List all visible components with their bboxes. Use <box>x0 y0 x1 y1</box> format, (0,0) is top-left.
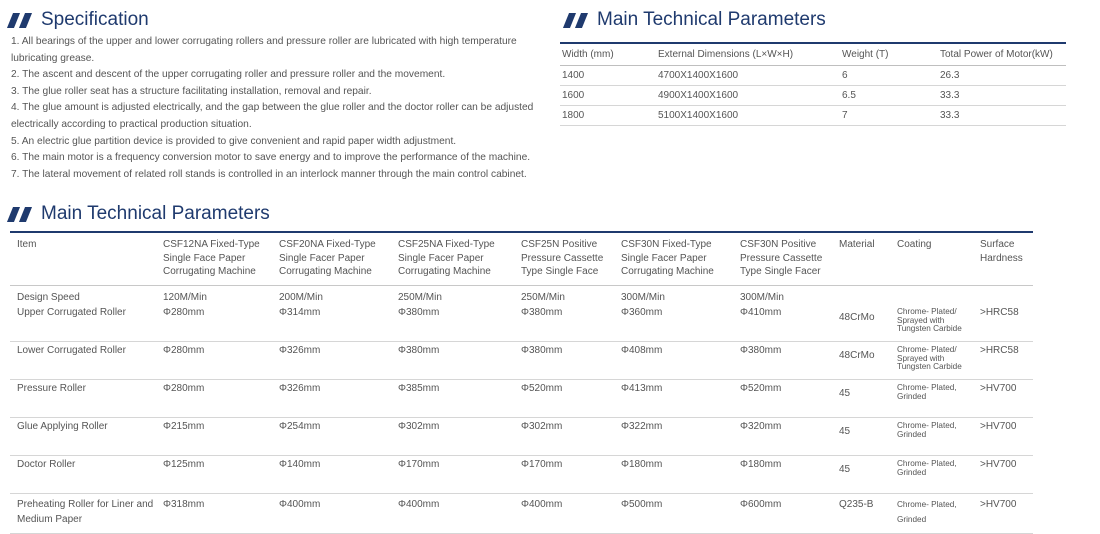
table-cell: 4700X1400X1600 <box>656 66 840 86</box>
table-cell: Chrome- Plated/ Sprayed with Tungsten Carbide <box>890 342 973 380</box>
table-cell: Chrome- Plated, Grinded <box>890 494 973 534</box>
table-cell: Lower Corrugated Roller <box>10 342 156 380</box>
table-cell: 48CrMo <box>832 342 890 380</box>
table-row <box>560 66 1066 86</box>
table-cell: >HRC58 <box>973 342 1033 380</box>
table-row <box>10 286 1033 305</box>
table-cell: Φ314mm <box>272 304 391 342</box>
table-cell: Φ380mm <box>514 304 614 342</box>
table-cell: 300M/Min <box>740 292 784 303</box>
table-cell <box>973 286 1033 305</box>
table-cell: 7 <box>840 106 938 126</box>
table-cell: Design Speed <box>17 292 80 303</box>
table-cell: Chrome- Plated, Grinded <box>890 456 973 494</box>
table-cell: >HV700 <box>973 418 1033 456</box>
slash-icon <box>7 207 20 222</box>
table-cell: Φ520mm <box>514 380 614 418</box>
table-cell: 33.3 <box>938 86 1066 106</box>
table-cell: Φ125mm <box>156 456 272 494</box>
table-row <box>10 380 1033 418</box>
table-cell: Φ180mm <box>614 456 733 494</box>
column-header: Coating <box>890 232 973 286</box>
column-header: CSF30N Positive Pressure Cassette Type Single Facer <box>733 232 832 286</box>
table-cell: Φ380mm <box>391 342 514 380</box>
column-header: CSF20NA Fixed-Type Single Facer Paper Corrugating Machine <box>272 232 391 286</box>
table-cell: Φ380mm <box>514 342 614 380</box>
specification-title: Specification <box>41 9 149 30</box>
table-cell: Φ600mm <box>733 494 832 534</box>
table-cell: Glue Applying Roller <box>10 418 156 456</box>
table-cell: Doctor Roller <box>10 456 156 494</box>
spec-item: 4. The glue amount is adjusted electrically, and the gap between the glue roller and the doctor roller can be adjusted electrically according to practical production situation. <box>11 102 534 130</box>
table-row <box>10 494 1033 534</box>
table-cell: 200M/Min <box>279 292 323 303</box>
table-cell: Φ180mm <box>733 456 832 494</box>
column-header: Width (mm) <box>560 43 656 66</box>
spec-item: 6. The main motor is a frequency conversion motor to save energy and to improve the performance of the machine. <box>11 152 531 164</box>
table-cell: 45 <box>832 418 890 456</box>
table-cell: Chrome- Plated, Grinded <box>890 380 973 418</box>
table-cell: 1800 <box>560 106 656 126</box>
table-header-row <box>560 43 1066 66</box>
table-cell: Φ254mm <box>272 418 391 456</box>
table-cell: 300M/Min <box>621 292 665 303</box>
table-cell: Upper Corrugated Roller <box>10 304 156 342</box>
table-cell: >HV700 <box>973 380 1033 418</box>
params-small-table <box>560 42 1066 126</box>
table-cell: Φ400mm <box>514 494 614 534</box>
table-cell: Φ140mm <box>272 456 391 494</box>
table-cell: Φ410mm <box>733 304 832 342</box>
table-cell <box>890 286 973 305</box>
table-cell: 45 <box>832 456 890 494</box>
column-header: Total Power of Motor(kW) <box>938 43 1066 66</box>
table-cell: Pressure Roller <box>10 380 156 418</box>
table-cell: Φ500mm <box>614 494 733 534</box>
slash-icon <box>19 207 32 222</box>
slash-icon <box>563 13 576 28</box>
table-cell: 1600 <box>560 86 656 106</box>
table-cell: 48CrMo <box>832 304 890 342</box>
table-cell: 5100X1400X1600 <box>656 106 840 126</box>
spec-item: 5. An electric glue partition device is provided to give convenient and rapid paper width adjustment. <box>11 135 457 147</box>
params-big-table <box>10 231 1033 534</box>
table-cell: Φ380mm <box>733 342 832 380</box>
table-row <box>560 86 1066 106</box>
column-header: Material <box>832 232 890 286</box>
table-cell: 6.5 <box>840 86 938 106</box>
params-small-heading <box>566 9 826 31</box>
spec-item: 7. The lateral movement of related roll stands is controlled in an interlock manner through the main control cabinet. <box>11 168 527 180</box>
column-header: Surface Hardness <box>973 232 1033 286</box>
table-cell: >HV700 <box>973 456 1033 494</box>
table-cell: Chrome- Plated, Grinded <box>890 418 973 456</box>
table-cell: Φ322mm <box>614 418 733 456</box>
table-cell: Φ408mm <box>614 342 733 380</box>
table-cell: Φ170mm <box>514 456 614 494</box>
table-cell: Preheating Roller for Liner and Medium Paper <box>10 494 156 534</box>
column-header: External Dimensions (L×W×H) <box>656 43 840 66</box>
table-cell: Φ215mm <box>156 418 272 456</box>
table-cell: Φ400mm <box>272 494 391 534</box>
table-cell: Φ385mm <box>391 380 514 418</box>
table-cell: Φ326mm <box>272 342 391 380</box>
params-big-title: Main Technical Parameters <box>41 203 270 224</box>
table-cell: Φ280mm <box>156 342 272 380</box>
specification-heading <box>10 9 149 31</box>
table-cell: >HV700 <box>973 494 1033 534</box>
table-cell: Φ380mm <box>391 304 514 342</box>
column-header: CSF25NA Fixed-Type Single Facer Paper Corrugating Machine <box>391 232 514 286</box>
table-row <box>10 304 1033 342</box>
params-big-heading <box>10 203 270 225</box>
table-cell: 250M/Min <box>521 292 565 303</box>
table-cell: Φ280mm <box>156 304 272 342</box>
spec-item: 1. All bearings of the upper and lower corrugating rollers and pressure roller are lubricated with high temperature lubricating grease. <box>11 36 517 64</box>
column-header: Weight (T) <box>840 43 938 66</box>
table-cell: Φ280mm <box>156 380 272 418</box>
table-cell: Φ170mm <box>391 456 514 494</box>
table-cell: 4900X1400X1600 <box>656 86 840 106</box>
table-cell: Q235-B <box>832 494 890 534</box>
table-cell: Φ318mm <box>156 494 272 534</box>
table-header-row <box>10 232 1033 286</box>
table-row <box>10 342 1033 380</box>
slash-icon <box>575 13 588 28</box>
column-header: CSF25N Positive Pressure Cassette Type Single Face <box>514 232 614 286</box>
table-cell: >HRC58 <box>973 304 1033 342</box>
table-cell: Φ320mm <box>733 418 832 456</box>
table-cell: Chrome- Plated/ Sprayed with Tungsten Carbide <box>890 304 973 342</box>
column-header: CSF30N Fixed-Type Single Facer Paper Corrugating Machine <box>614 232 733 286</box>
table-cell: 6 <box>840 66 938 86</box>
params-small-title: Main Technical Parameters <box>597 9 826 30</box>
table-cell: Φ520mm <box>733 380 832 418</box>
table-row <box>560 106 1066 126</box>
table-cell: Φ400mm <box>391 494 514 534</box>
table-cell: 1400 <box>560 66 656 86</box>
slash-icon <box>19 13 32 28</box>
specification-list <box>11 34 546 183</box>
table-cell: 26.3 <box>938 66 1066 86</box>
table-cell: Φ413mm <box>614 380 733 418</box>
column-header: Item <box>10 232 156 286</box>
table-cell: 120M/Min <box>163 292 207 303</box>
slash-icon <box>7 13 20 28</box>
table-cell <box>832 286 890 305</box>
table-cell: 33.3 <box>938 106 1066 126</box>
table-cell: Φ360mm <box>614 304 733 342</box>
table-cell: 250M/Min <box>398 292 442 303</box>
table-cell: Φ326mm <box>272 380 391 418</box>
table-row <box>10 456 1033 494</box>
table-cell: 45 <box>832 380 890 418</box>
column-header: CSF12NA Fixed-Type Single Face Paper Corrugating Machine <box>156 232 272 286</box>
spec-item: 2. The ascent and descent of the upper corrugating roller and pressure roller and the movement. <box>11 69 446 81</box>
table-row <box>10 418 1033 456</box>
spec-item: 3. The glue roller seat has a structure facilitating installation, removal and repair. <box>11 85 372 97</box>
table-cell: Φ302mm <box>514 418 614 456</box>
table-cell: Φ302mm <box>391 418 514 456</box>
